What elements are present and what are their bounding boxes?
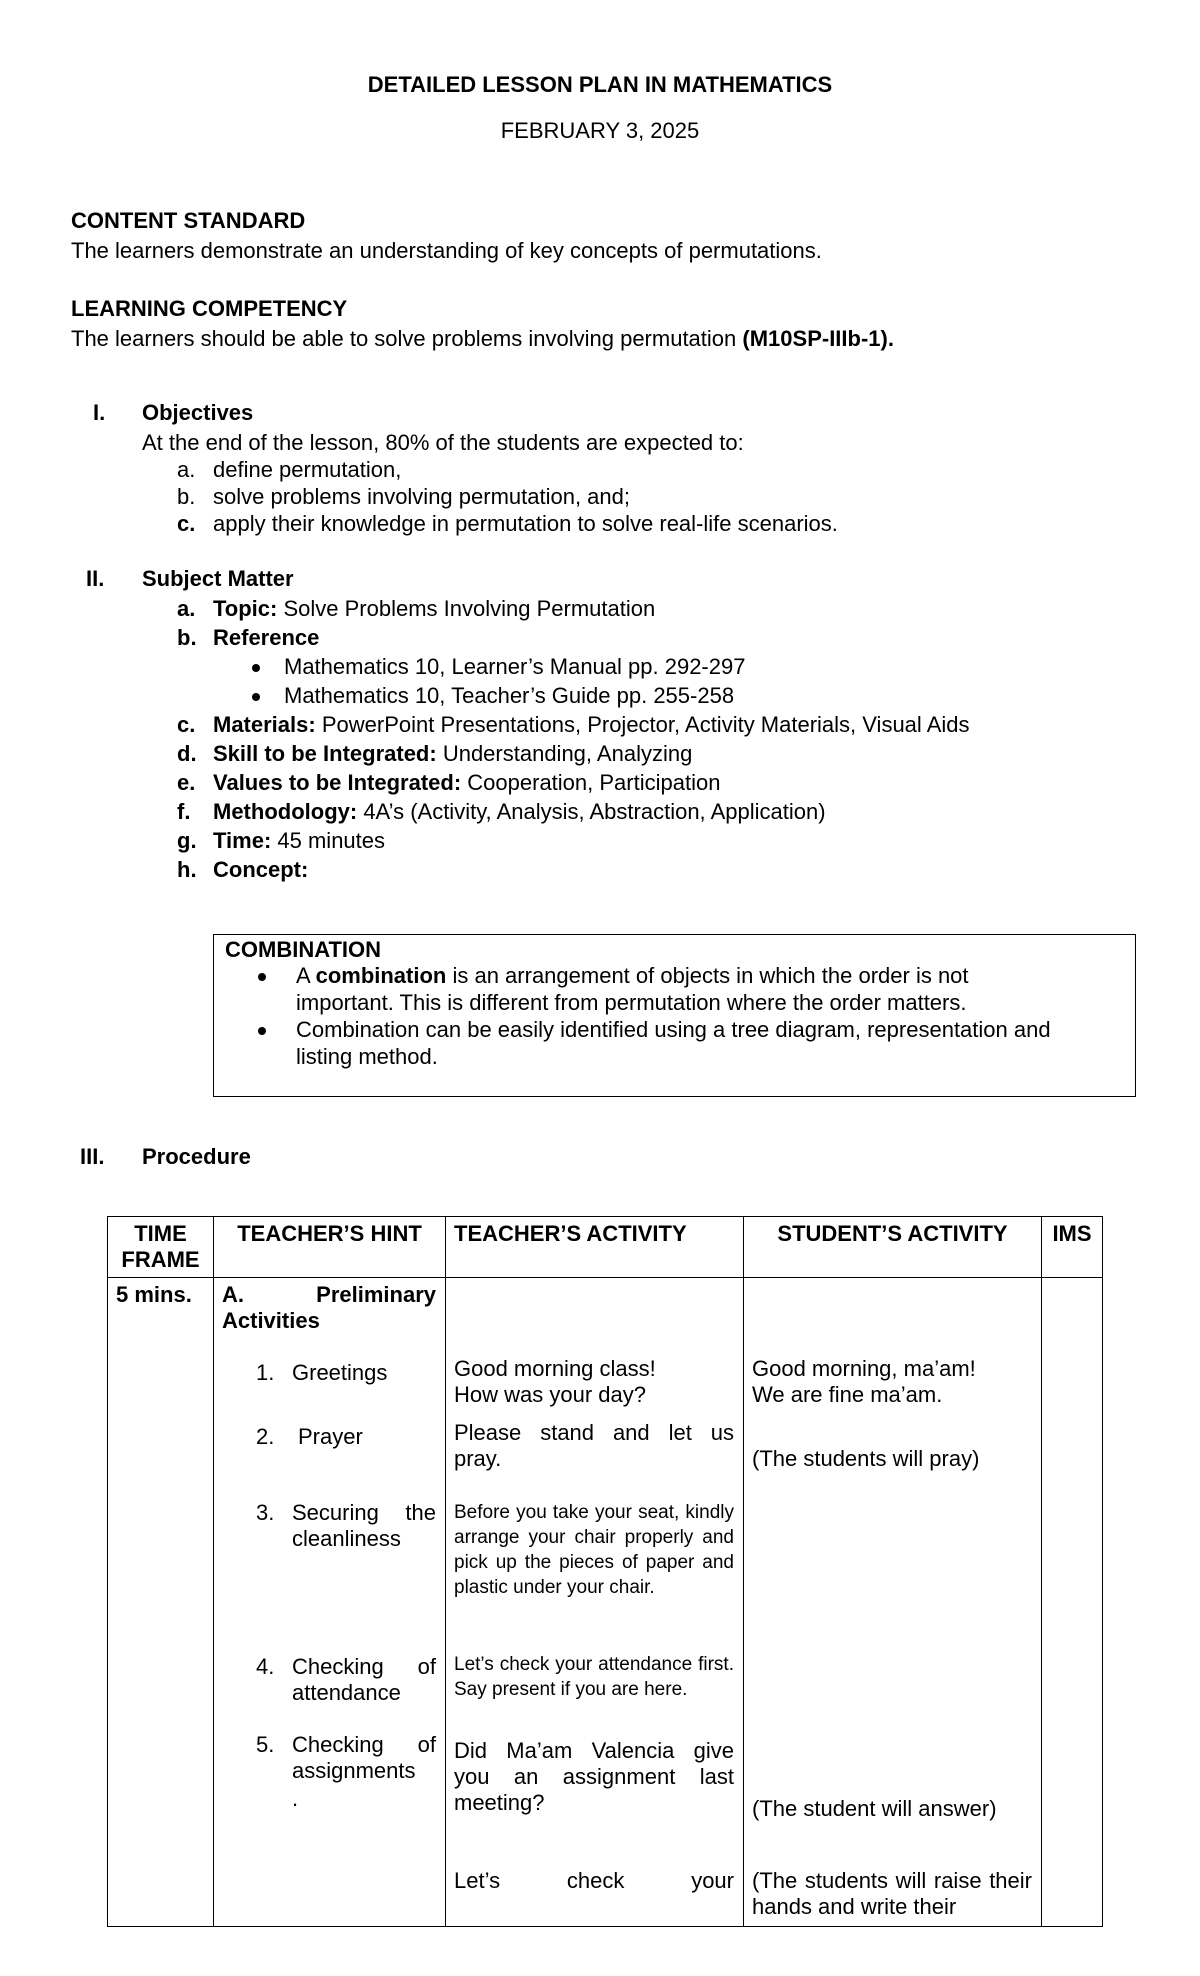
concept-text: A bbox=[296, 963, 316, 988]
document-title: DETAILED LESSON PLAN IN MATHEMATICS bbox=[367, 72, 833, 97]
methodology-line bbox=[213, 799, 826, 825]
step-hint-greetings: Greetings bbox=[292, 1360, 388, 1385]
teacher-check: Let’s check your bbox=[454, 1868, 734, 1893]
column-header-teachers-activity: TEACHER’S ACTIVITY bbox=[446, 1217, 744, 1278]
content-standard-text: The learners demonstrate an understanding of key concepts of permutations. bbox=[71, 238, 822, 263]
methodology-letter: f. bbox=[177, 799, 191, 824]
time-letter: g. bbox=[177, 828, 197, 853]
objectives-numeral: I. bbox=[93, 400, 106, 425]
concept-bullet-2-line-2: listing method. bbox=[296, 1044, 438, 1069]
time-frame-wrap bbox=[116, 1282, 205, 1922]
objective-item-a: define permutation, bbox=[213, 457, 402, 482]
concept-label: Concept: bbox=[213, 857, 309, 882]
student-answer: (The student will answer) bbox=[752, 1796, 997, 1821]
skill-letter: d. bbox=[177, 741, 197, 766]
learning-competency-heading: LEARNING COMPETENCY bbox=[71, 296, 348, 321]
step-hint-prayer: Prayer bbox=[298, 1424, 363, 1449]
objectives-heading: Objectives bbox=[142, 400, 254, 425]
teacher-greeting: Good morning class! How was your day? bbox=[454, 1356, 656, 1407]
student-prayer: (The students will pray) bbox=[752, 1446, 980, 1471]
concept-keyword: combination bbox=[315, 963, 447, 988]
procedure-table bbox=[107, 1216, 1103, 1927]
methodology-label: Methodology: bbox=[213, 799, 358, 824]
reference-bullet-1 bbox=[252, 654, 260, 680]
ims-wrap bbox=[1050, 1282, 1094, 1922]
values-letter: e. bbox=[177, 770, 196, 795]
student-greeting: Good morning, ma’am! We are fine ma’am. bbox=[752, 1356, 976, 1407]
step-num-4: 4. bbox=[256, 1654, 275, 1679]
reference-label: Reference bbox=[213, 625, 320, 650]
objective-letter-c: c. bbox=[177, 511, 196, 536]
materials-value: PowerPoint Presentations, Projector, Activity Materials, Visual Aids bbox=[315, 712, 970, 737]
concept-text: is an arrangement of objects in which the order is not bbox=[446, 963, 969, 988]
methodology-value: 4A’s (Activity, Analysis, Abstraction, Application) bbox=[357, 799, 826, 824]
preliminary-word: Preliminary bbox=[316, 1282, 436, 1307]
preliminary-heading bbox=[222, 1282, 436, 1334]
content-standard-heading: CONTENT STANDARD bbox=[71, 208, 306, 233]
preliminary-letter: A. bbox=[222, 1282, 244, 1307]
subject-matter-numeral: II. bbox=[86, 566, 105, 591]
step-num-1: 1. bbox=[256, 1360, 275, 1385]
hint-wrap bbox=[222, 1282, 437, 1922]
concept-bullet-1-line-1 bbox=[296, 963, 969, 989]
step-hint-cleanliness: Securing the cleanliness bbox=[292, 1500, 436, 1551]
teachers-activity-cell bbox=[446, 1278, 744, 1927]
concept-bullet-1 bbox=[258, 963, 266, 989]
concept-bullet-2-line-1: Combination can be easily identified using a tree diagram, representation and bbox=[296, 1017, 1051, 1042]
document-date: FEBRUARY 3, 2025 bbox=[500, 118, 700, 143]
column-header-ims: IMS bbox=[1042, 1217, 1103, 1278]
teacher-activity-wrap bbox=[454, 1282, 735, 1922]
topic-value: Solve Problems Involving Permutation bbox=[277, 596, 656, 621]
step-num-5: 5. bbox=[256, 1732, 275, 1757]
skill-line bbox=[213, 741, 692, 767]
students-activity-cell bbox=[744, 1278, 1042, 1927]
objective-letter-b: b. bbox=[177, 484, 196, 509]
reference-bullet-2 bbox=[252, 683, 260, 709]
concept-box bbox=[213, 934, 1136, 1097]
column-header-teachers-hint: TEACHER’S HINT bbox=[214, 1217, 446, 1278]
teacher-assignment: Did Ma’am Valencia give you an assignment last meeting? bbox=[454, 1738, 734, 1815]
materials-letter: c. bbox=[177, 712, 196, 737]
teacher-prayer: Please stand and let us pray. bbox=[454, 1420, 734, 1471]
time-line bbox=[213, 828, 385, 854]
materials-line bbox=[213, 712, 970, 738]
bullet-icon bbox=[252, 693, 260, 701]
concept-letter: h. bbox=[177, 857, 197, 882]
time-value: 45 minutes bbox=[271, 828, 386, 853]
values-label: Values to be Integrated: bbox=[213, 770, 462, 795]
topic-label: Topic: bbox=[213, 596, 278, 621]
values-line bbox=[213, 770, 720, 796]
step-num-2: 2. bbox=[256, 1424, 275, 1449]
teachers-hint-cell bbox=[214, 1278, 446, 1927]
bullet-icon bbox=[258, 1027, 266, 1035]
preliminary-first-line bbox=[222, 1282, 436, 1308]
teacher-attendance: Let’s check your attendance first. Say present if you are here. bbox=[454, 1654, 734, 1700]
skill-label: Skill to be Integrated: bbox=[213, 741, 437, 766]
values-value: Cooperation, Participation bbox=[461, 770, 721, 795]
ims-cell bbox=[1042, 1278, 1103, 1927]
reference-letter: b. bbox=[177, 625, 197, 650]
step-hint-attendance: Checking of attendance bbox=[292, 1654, 436, 1705]
reference-item-2: Mathematics 10, Teacher’s Guide pp. 255-258 bbox=[284, 683, 735, 708]
table-header-row bbox=[108, 1217, 1103, 1278]
step-hint-period: . bbox=[292, 1786, 299, 1811]
time-frame-value: 5 mins. bbox=[116, 1282, 192, 1307]
materials-label: Materials: bbox=[213, 712, 316, 737]
concept-bullet-2 bbox=[258, 1017, 266, 1043]
objective-letter-a: a. bbox=[177, 457, 196, 482]
objective-item-b: solve problems involving permutation, and; bbox=[213, 484, 631, 509]
objective-item-c: apply their knowledge in permutation to solve real-life scenarios. bbox=[213, 511, 838, 536]
skill-value: Understanding, Analyzing bbox=[436, 741, 693, 766]
topic-line bbox=[213, 596, 655, 622]
column-header-time-frame: TIME FRAME bbox=[108, 1217, 214, 1278]
table-row bbox=[108, 1278, 1103, 1927]
procedure-heading: Procedure bbox=[142, 1144, 251, 1169]
student-raise-hands: (The students will raise their hands and write their bbox=[752, 1868, 1032, 1919]
time-label: Time: bbox=[213, 828, 272, 853]
step-num-3: 3. bbox=[256, 1500, 275, 1525]
student-activity-wrap bbox=[752, 1282, 1033, 1922]
reference-item-1: Mathematics 10, Learner’s Manual pp. 292-297 bbox=[284, 654, 746, 679]
subject-matter-heading: Subject Matter bbox=[142, 566, 294, 591]
concept-bullet-1-line-2: important. This is different from permutation where the order matters. bbox=[296, 990, 967, 1015]
bullet-icon bbox=[258, 973, 266, 981]
step-hint-assignments: Checking of assignments bbox=[292, 1732, 436, 1783]
learning-competency-code: (M10SP-IIIb-1). bbox=[742, 326, 894, 351]
topic-letter: a. bbox=[177, 596, 196, 621]
concept-box-heading: COMBINATION bbox=[225, 937, 382, 962]
learning-competency-body: The learners should be able to solve problems involving permutation bbox=[71, 326, 743, 351]
objectives-intro: At the end of the lesson, 80% of the students are expected to: bbox=[142, 430, 744, 455]
procedure-numeral: III. bbox=[80, 1144, 105, 1169]
learning-competency-text bbox=[71, 326, 894, 352]
preliminary-word-2: Activities bbox=[222, 1308, 320, 1333]
teacher-cleanliness: Before you take your seat, kindly arrange your chair properly and pick up the pieces of paper and plastic under your chair. bbox=[454, 1502, 734, 1598]
bullet-icon bbox=[252, 664, 260, 672]
column-header-students-activity: STUDENT’S ACTIVITY bbox=[744, 1217, 1042, 1278]
time-frame-cell bbox=[108, 1278, 214, 1927]
